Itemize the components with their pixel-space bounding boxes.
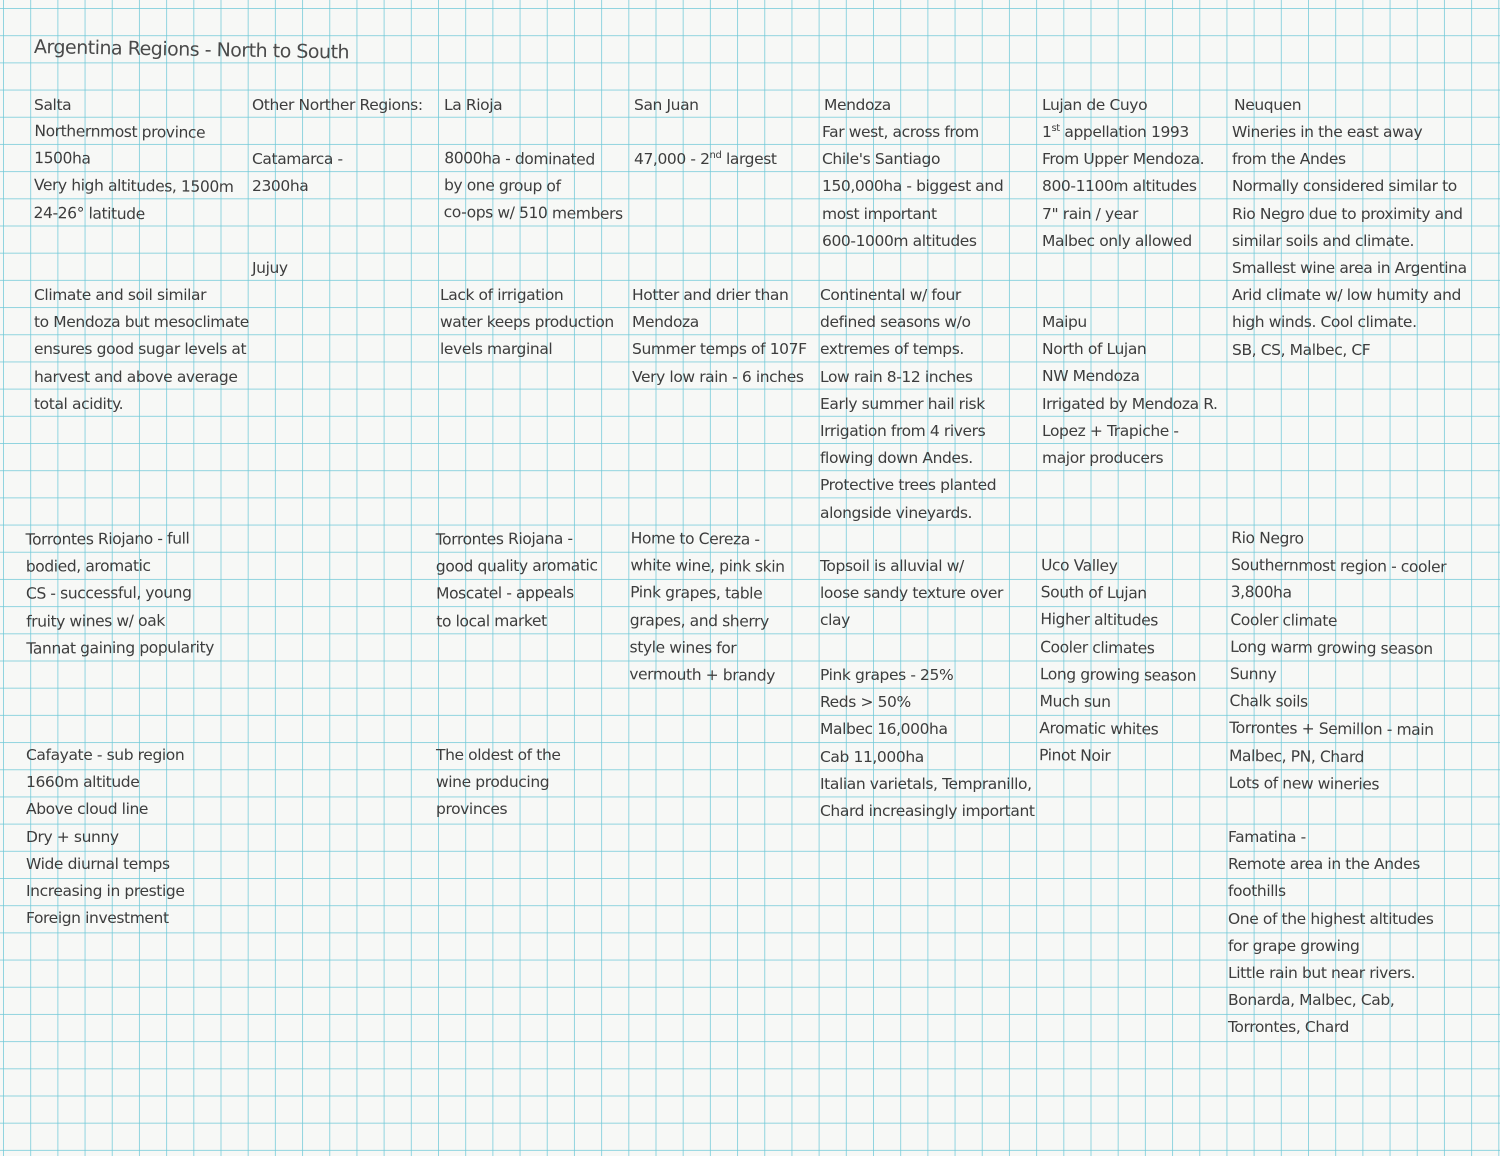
note-line: Torrontes Riojana - [435, 529, 573, 549]
note-line: Northernmost province [34, 121, 206, 142]
note-line: Uco Valley [1040, 556, 1118, 575]
note-line: Climate and soil similar [34, 286, 207, 304]
note-line: Cooler climates [1040, 637, 1155, 657]
note-line: Far west, across from [822, 123, 979, 141]
note-line: Sunny [1229, 664, 1277, 684]
note-line: Little rain but near rivers. [1228, 963, 1416, 982]
note-line: 8000ha - dominated [444, 149, 595, 169]
note-line: Very low rain - 6 inches [632, 367, 804, 386]
note-line: Malbec 16,000ha [820, 720, 948, 739]
note-line: Cooler climate [1230, 610, 1338, 630]
note-line: white wine, pink skin [630, 556, 785, 576]
mendoza-soil [820, 553, 1003, 635]
column-header: San Juan [634, 96, 699, 114]
san-juan-climate [632, 282, 807, 391]
note-line: 800-1100m altitudes [1042, 177, 1197, 196]
note-line: style wines for [629, 637, 737, 658]
note-line: Mendoza [632, 313, 699, 332]
other-northern-header [252, 92, 423, 119]
note-line: Irrigation from 4 rivers [820, 421, 986, 440]
size-value: 47,000 - 2 [634, 150, 710, 168]
note-line: bodied, aromatic [25, 556, 151, 576]
column-header: Neuquen [1234, 96, 1302, 114]
note-line: fruity wines w/ oak [26, 611, 165, 631]
note-line: Cab 11,000ha [820, 747, 924, 766]
note-line: Higher altitudes [1040, 610, 1159, 630]
note-line: Normally considered similar to [1232, 177, 1457, 196]
note-line: Chard increasingly important [820, 801, 1035, 820]
note-line [1042, 119, 1204, 146]
note-line: Hotter and drier than [632, 286, 789, 304]
note-line: to Mendoza but mesoclimate [34, 313, 249, 332]
note-line: Aromatic whites [1039, 719, 1159, 739]
note-line: Reds > 50% [820, 693, 911, 712]
note-line: Tannat gaining popularity [26, 638, 215, 658]
note-line: Much sun [1039, 692, 1111, 711]
ordinal-suffix: nd [709, 150, 722, 161]
note-line: most important [822, 204, 937, 223]
salta-climate [34, 282, 249, 418]
note-line: Torrontes, Chard [1228, 1018, 1349, 1037]
column-header: Lujan de Cuyo [1042, 96, 1148, 114]
note-line: Italian varietals, Tempranillo, [820, 774, 1032, 793]
note-line: 7" rain / year [1042, 204, 1138, 223]
note-line: Continental w/ four [820, 286, 961, 304]
note-line: Maipu [1042, 313, 1087, 331]
note-line: One of the highest altitudes [1228, 909, 1434, 928]
ordinal-number: 1 [1042, 123, 1052, 141]
note-line: Rio Negro [1231, 528, 1304, 548]
note-line: Smallest wine area in Argentina [1232, 258, 1467, 277]
note-line: levels marginal [440, 340, 553, 359]
note-line: defined seasons w/o [820, 313, 971, 332]
note-line: co-ops w/ 510 members [443, 203, 623, 224]
note-line: Very high altitudes, 1500m [33, 176, 234, 197]
note-line: Moscatel - appeals [436, 583, 574, 603]
note-line: harvest and above average [34, 367, 238, 386]
note-line: Rio Negro due to proximity and [1232, 204, 1463, 223]
note-line: 1500ha [34, 149, 91, 168]
note-line: flowing down Andes. [820, 449, 973, 468]
mendoza-header [824, 92, 891, 119]
note-line: 150,000ha - biggest and [822, 177, 1004, 196]
note-line: Remote area in the Andes [1228, 855, 1420, 874]
note-line: Lopez + Trapiche - [1042, 421, 1179, 440]
note-line: Increasing in prestige [26, 881, 185, 900]
uco-valley-notes [1039, 552, 1198, 771]
note-line: vermouth + brandy [629, 665, 776, 685]
note-line: high winds. Cool climate. [1232, 313, 1417, 332]
note-line: NW Mendoza [1042, 367, 1140, 386]
salta-grapes [26, 525, 215, 662]
note-line: by one group of [443, 176, 561, 196]
note-line: Southernmost region - cooler [1230, 556, 1447, 577]
note-line: major producers [1042, 448, 1164, 467]
note-line: Lots of new wineries [1228, 773, 1380, 794]
note-line: foothills [1228, 882, 1286, 901]
note-line: Protective trees planted [820, 476, 997, 495]
note-line: Wide diurnal temps [26, 854, 170, 873]
note-line: for grape growing [1228, 936, 1360, 955]
note-line: Torrontes Riojano - full [25, 529, 190, 549]
note-line: total acidity. [34, 394, 124, 413]
note-line: Cafayate - sub region [26, 746, 185, 764]
jujuy-notes [252, 255, 288, 282]
la-rioja-grapes [436, 525, 598, 635]
note-line: Home to Cereza - [630, 529, 760, 549]
note-line: Pink grapes, table [630, 583, 763, 603]
cafayate-notes [26, 742, 184, 932]
page-title: Argentina Regions - North to South [33, 36, 350, 64]
neuquen-intro [1232, 119, 1467, 364]
neuquen-header [1234, 92, 1301, 119]
note-line: alongside vineyards. [820, 503, 973, 522]
note-line: loose sandy texture over [820, 584, 1004, 603]
note-line: Long warm growing season [1230, 637, 1433, 658]
note-line: Torrontes + Semillon - main [1229, 719, 1434, 740]
note-line: Low rain 8-12 inches [820, 367, 973, 386]
note-line: From Upper Mendoza. [1042, 150, 1205, 169]
note-line: Above cloud line [26, 800, 149, 819]
note-line: wine producing [436, 773, 550, 792]
note-line: Summer temps of 107F [632, 340, 807, 359]
note-line: Famatina - [1228, 828, 1306, 846]
note-line: Chalk soils [1229, 691, 1308, 711]
note-line: Chile's Santiago [822, 150, 941, 169]
salta-intro [33, 118, 234, 229]
column-header: La Rioja [444, 96, 503, 114]
famatina-notes [1228, 824, 1433, 1042]
mendoza-climate [820, 282, 996, 527]
note-line: 1660m altitude [26, 773, 140, 792]
note-line: from the Andes [1232, 150, 1346, 169]
column-header: Other Norther Regions: [252, 96, 423, 114]
note-line: 600-1000m altitudes [822, 231, 977, 250]
salta-header [34, 92, 71, 119]
note-line: Pinot Noir [1038, 746, 1111, 766]
column-header: Mendoza [824, 96, 891, 114]
note-line: Catamarca - [252, 150, 343, 168]
note-line: Bonarda, Malbec, Cab, [1228, 991, 1395, 1010]
note-line: provinces [436, 800, 508, 819]
note-line: Long growing season [1039, 664, 1197, 685]
appellation-year: appellation 1993 [1059, 123, 1189, 141]
note-line: South of Lujan [1040, 583, 1147, 603]
ordinal-suffix: st [1051, 123, 1060, 134]
note-line: SB, CS, Malbec, CF [1232, 340, 1371, 359]
note-line: similar soils and climate. [1232, 231, 1415, 250]
note-line: clay [820, 611, 850, 630]
san-juan-intro [634, 146, 777, 173]
note-line: Irrigated by Mendoza R. [1042, 394, 1218, 413]
note-line: Dry + sunny [26, 827, 119, 846]
mendoza-intro [822, 119, 1003, 255]
note-line: good quality aromatic [435, 556, 598, 576]
rio-negro-notes [1229, 525, 1447, 799]
region-name: Jujuy [252, 259, 288, 277]
column-header: Salta [34, 96, 72, 114]
note-line: Malbec, PN, Chard [1228, 746, 1365, 766]
maipu-notes [1042, 309, 1218, 472]
mendoza-grapes [820, 662, 1035, 825]
la-rioja-header [444, 92, 502, 119]
note-line: water keeps production [440, 313, 614, 332]
san-juan-grapes [629, 525, 785, 690]
note-line: extremes of temps. [820, 340, 964, 359]
note-line: Foreign investment [26, 909, 169, 928]
note-line: 2300ha [252, 177, 309, 196]
note-line: Early summer hail risk [820, 394, 985, 413]
san-juan-header [634, 92, 699, 119]
la-rioja-history [436, 742, 561, 824]
note-line: Wineries in the east away [1232, 123, 1423, 141]
note-line: 3,800ha [1230, 583, 1292, 602]
note-line: The oldest of the [436, 746, 561, 764]
la-rioja-climate [440, 282, 614, 364]
note-line: 24-26° latitude [33, 203, 145, 223]
note-line: Pink grapes - 25% [820, 666, 954, 684]
note-line: Arid climate w/ low humity and [1232, 286, 1461, 305]
la-rioja-intro [444, 145, 624, 228]
note-line: CS - successful, young [25, 583, 192, 604]
note-line: Topsoil is alluvial w/ [820, 557, 964, 575]
size-rank: largest [721, 150, 777, 168]
note-line: to local market [436, 611, 547, 631]
note-line: ensures good sugar levels at [34, 340, 247, 359]
note-line: Lack of irrigation [440, 286, 564, 304]
lujan-intro [1042, 119, 1204, 255]
lujan-de-cuyo-header [1042, 92, 1147, 119]
note-line [634, 146, 777, 173]
note-line: Malbec only allowed [1042, 231, 1192, 250]
note-line: grapes, and sherry [629, 610, 769, 631]
catamarca-notes [252, 146, 343, 200]
note-line: North of Lujan [1042, 340, 1147, 359]
